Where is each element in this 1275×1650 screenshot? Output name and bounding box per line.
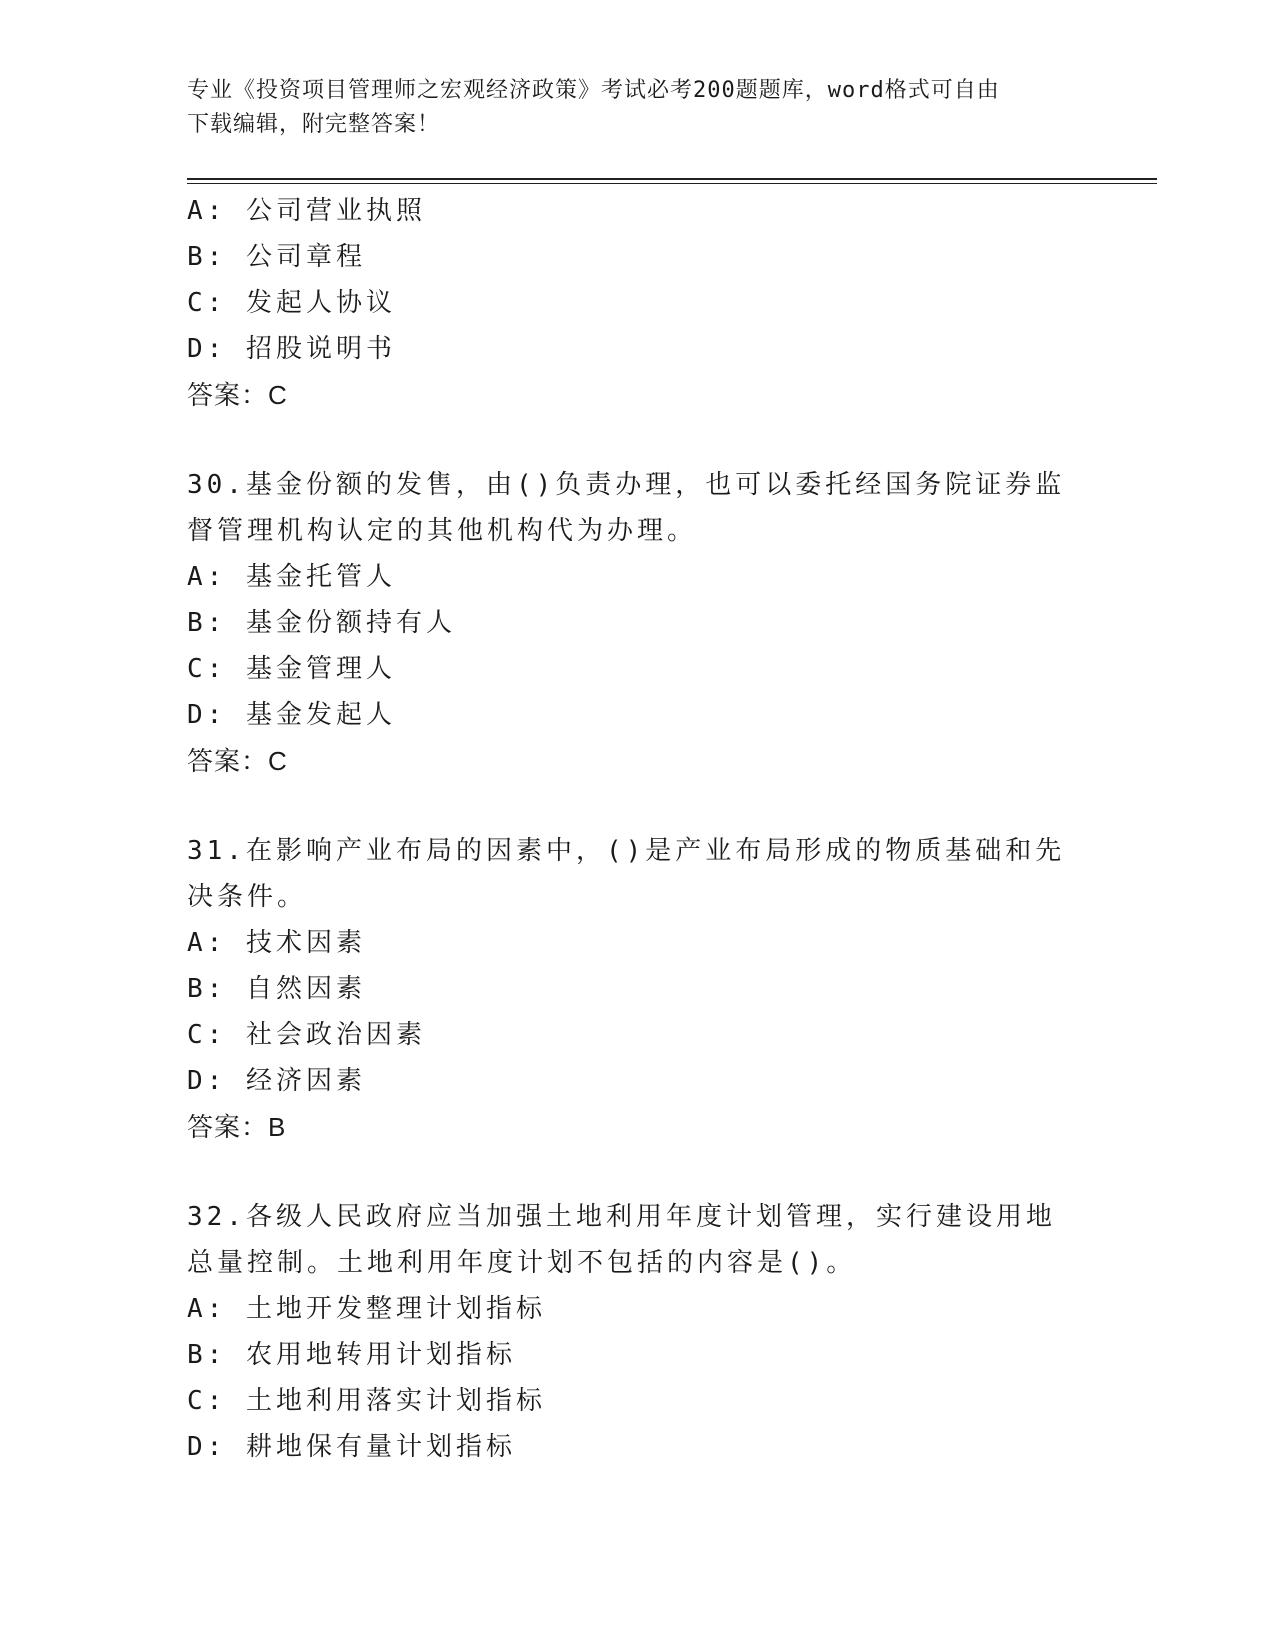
option-a: A: 基金托管人 <box>187 562 396 592</box>
option-d: D: 基金发起人 <box>187 700 396 730</box>
answer: 答案：C <box>187 380 288 410</box>
header-line-1: 专业《投资项目管理师之宏观经济政策》考试必考200题题库，word格式可自由 <box>187 78 1000 103</box>
option-c: C: 社会政治因素 <box>187 1020 426 1050</box>
option-a: A: 技术因素 <box>187 928 366 958</box>
option-d: D: 招股说明书 <box>187 334 396 364</box>
option-d: D: 耕地保有量计划指标 <box>187 1432 516 1462</box>
option-b: B: 农用地转用计划指标 <box>187 1340 516 1370</box>
question-text: 32.各级人民政府应当加强土地利用年度计划管理，实行建设用地总量控制。土地利用年度计划不包括的内容是()。 <box>187 1202 1056 1278</box>
option-b: B: 自然因素 <box>187 974 366 1004</box>
question-30 <box>187 462 1087 784</box>
header-line-2: 下载编辑，附完整答案！ <box>187 112 441 137</box>
option-c: C: 基金管理人 <box>187 654 396 684</box>
option-b: B: 公司章程 <box>187 242 366 272</box>
question-31 <box>187 828 1087 1150</box>
option-a: A: 公司营业执照 <box>187 196 426 226</box>
option-a: A: 土地开发整理计划指标 <box>187 1294 546 1324</box>
answer: 答案：C <box>187 746 288 776</box>
header-divider <box>187 178 1157 184</box>
document-header <box>187 74 1087 142</box>
option-d: D: 经济因素 <box>187 1066 366 1096</box>
answer: 答案：B <box>187 1112 287 1142</box>
question-text: 31.在影响产业布局的因素中，()是产业布局形成的物质基础和先决条件。 <box>187 836 1066 912</box>
question-text: 30.基金份额的发售，由()负责办理，也可以委托经国务院证券监督管理机构认定的其他机构代为办理。 <box>187 470 1066 546</box>
question-29-tail <box>187 188 1087 418</box>
option-c: C: 土地利用落实计划指标 <box>187 1386 546 1416</box>
document-body <box>187 188 1087 1470</box>
question-32 <box>187 1194 1087 1470</box>
option-b: B: 基金份额持有人 <box>187 608 456 638</box>
option-c: C: 发起人协议 <box>187 288 396 318</box>
